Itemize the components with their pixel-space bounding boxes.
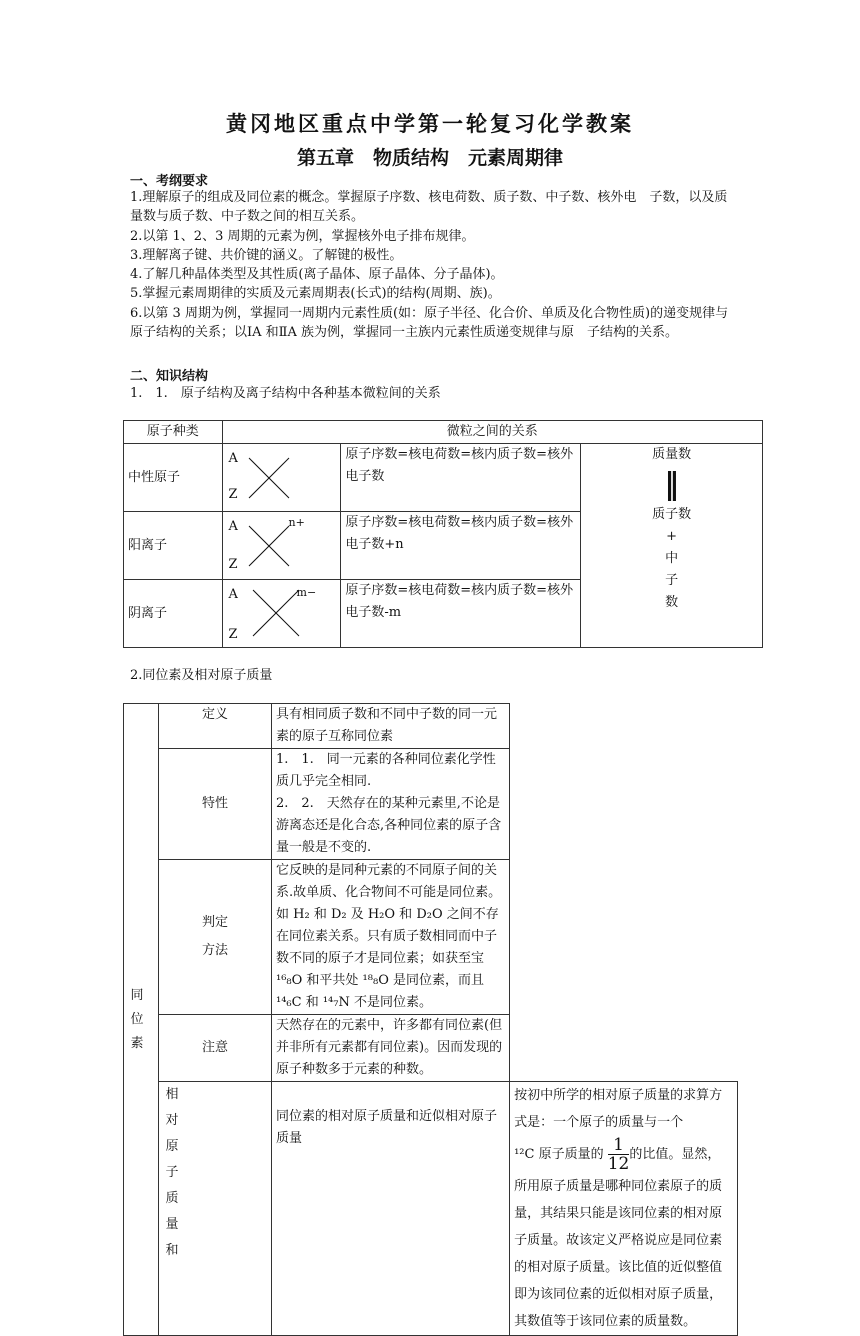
- property-item: 2. 2. 天然存在的某种元素里,不论是游离态还是化合态,各种同位素的原子含量一般是不变的.: [276, 796, 502, 855]
- fraction-one-twelfth: [608, 1136, 630, 1173]
- group-text: 相对原子质量和: [165, 1087, 179, 1258]
- nuclide-symbol: [222, 444, 341, 512]
- particle-relation-table: [123, 420, 763, 648]
- group-text: 同位素: [130, 987, 144, 1051]
- chapter-title: 第五章 物质结构 元素周期律: [296, 147, 563, 169]
- relative-mass-text: [510, 1082, 738, 1336]
- neutron-char: 数: [665, 595, 679, 610]
- mass-letter: A: [228, 587, 238, 602]
- requirement-item: 3.理解离子键、共价键的涵义。了解键的极性。: [130, 247, 403, 263]
- section-heading-knowledge: 二、知识结构: [130, 369, 209, 384]
- fraction-denominator: 12: [607, 1154, 630, 1174]
- nuclide-symbol: [222, 580, 341, 648]
- subheading-particles: 1. 1. 原子结构及离子结构中各种基本微粒间的关系: [130, 386, 441, 401]
- method-text: 它反映的是同种元素的不同原子间的关系.故单质、化合物间不可能是同位素。如 H₂ 和 D₂ 及 H₂O 和 D₂O 之间不存在同位素关系。只有质子数相同而中子数不同的原子才是同位素；如获至宝 ¹⁶₈O 和平共处 ¹⁸₈O 是同位素，而且 ¹⁴₆C 和 ¹⁴₇N 不是同位素。: [272, 860, 510, 1015]
- atomic-letter: Z: [228, 627, 238, 642]
- relative-mass-intro: 按初中所学的相对原子质量的求算方式是：一个原子的质量与一个: [514, 1088, 723, 1130]
- property-label: 特性: [159, 749, 272, 860]
- definition-label: 定义: [159, 704, 272, 749]
- proton-label: 质子数: [652, 507, 692, 522]
- header-relation: 微粒之间的关系: [222, 421, 762, 444]
- row-label: 阴离子: [124, 580, 223, 648]
- atomic-letter: Z: [228, 557, 238, 572]
- method-label-text: 判定方法: [201, 915, 228, 958]
- group-label-isotope: [124, 704, 159, 1336]
- property-item: 1. 1. 同一元素的各种同位素化学性质几乎完全相同.: [276, 752, 496, 789]
- group-label-relative-mass: [159, 1082, 272, 1336]
- mass-number-label: 质量数: [652, 447, 692, 462]
- relation-text: 原子序数=核电荷数=核内质子数=核外电子数+n: [341, 512, 581, 580]
- section-heading-requirements: 一、考纲要求: [130, 174, 209, 189]
- row-label: 阳离子: [124, 512, 223, 580]
- requirement-item: 5.掌握元素周期律的实质及元素周期表(长式)的结构(周期、族)。: [130, 286, 501, 302]
- isotope-table: [123, 703, 738, 1336]
- cross-mark-icon: [245, 454, 295, 502]
- relation-text: 原子序数=核电荷数=核内质子数=核外电子数: [341, 444, 581, 512]
- cross-mark-icon: [249, 586, 305, 642]
- charge-label: n+: [288, 516, 305, 529]
- subheading-isotopes: 2.同位素及相对原子质量: [130, 668, 273, 683]
- atomic-letter: Z: [228, 487, 238, 502]
- equals-mark: ‖: [664, 467, 680, 502]
- document-title: 黄冈地区重点中学第一轮复习化学教案: [226, 111, 634, 136]
- note-label: 注意: [159, 1015, 272, 1082]
- property-cell: [272, 749, 510, 860]
- requirement-item: 2.以第 1、2、3 周期的元素为例，掌握核外电子排布规律。: [130, 228, 475, 244]
- fraction-numerator: 1: [608, 1136, 630, 1155]
- mass-letter: A: [228, 519, 238, 534]
- requirement-item: 1.理解原子的组成及同位素的概念。掌握原子序数、核电荷数、质子数、中子数、核外电 子数，以及质量数与质子数、中子数之间的相互关系。: [130, 190, 728, 225]
- requirement-item: 4.了解几种晶体类型及其性质(离子晶体、原子晶体、分子晶体)。: [130, 267, 504, 283]
- note-text: 天然存在的元素中，许多都有同位素(但并非所有元素都有同位素)。因而发现的原子种数多于元素的种数。: [272, 1015, 510, 1082]
- charge-label: m−: [296, 586, 317, 599]
- method-label: [159, 860, 272, 1015]
- mass-number-cell: [581, 444, 763, 648]
- definition-text: 具有相同质子数和不同中子数的同一元素的原子互称同位素: [272, 704, 510, 749]
- cross-mark-icon: [245, 522, 295, 570]
- mass-letter: A: [228, 451, 238, 466]
- neutron-char: 子: [665, 573, 679, 588]
- plus-sign: +: [666, 529, 678, 544]
- relation-text: 原子序数=核电荷数=核内质子数=核外电子数-m: [341, 580, 581, 648]
- carbon-reference: ¹²C 原子质量的: [514, 1147, 604, 1162]
- neutron-char: 中: [665, 551, 679, 566]
- nuclide-symbol: [222, 512, 341, 580]
- row-label: 中性原子: [124, 444, 223, 512]
- relative-mass-label: 同位素的相对原子质量和近似相对原子质量: [272, 1082, 510, 1336]
- relative-mass-explanation: 的比值。显然，所用原子质量是哪种同位素原子的质量，其结果只能是该同位素的相对原子质量。故该定义严格说应是同位素的相对原子质量。该比值的近似整值即为该同位素的近似相对原子质量，其数值等于该同位素的质量数。: [514, 1147, 723, 1329]
- requirement-item: 6.以第 3 周期为例，掌握同一周期内元素性质(如：原子半径、化合价、单质及化合物性质)的递变规律与原子结构的关系；以ⅠA 和ⅡA 族为例，掌握同一主族内元素性质递变规律与原 子结构的关系。: [130, 305, 729, 341]
- requirements-list: [130, 188, 732, 342]
- header-type: 原子种类: [124, 421, 223, 444]
